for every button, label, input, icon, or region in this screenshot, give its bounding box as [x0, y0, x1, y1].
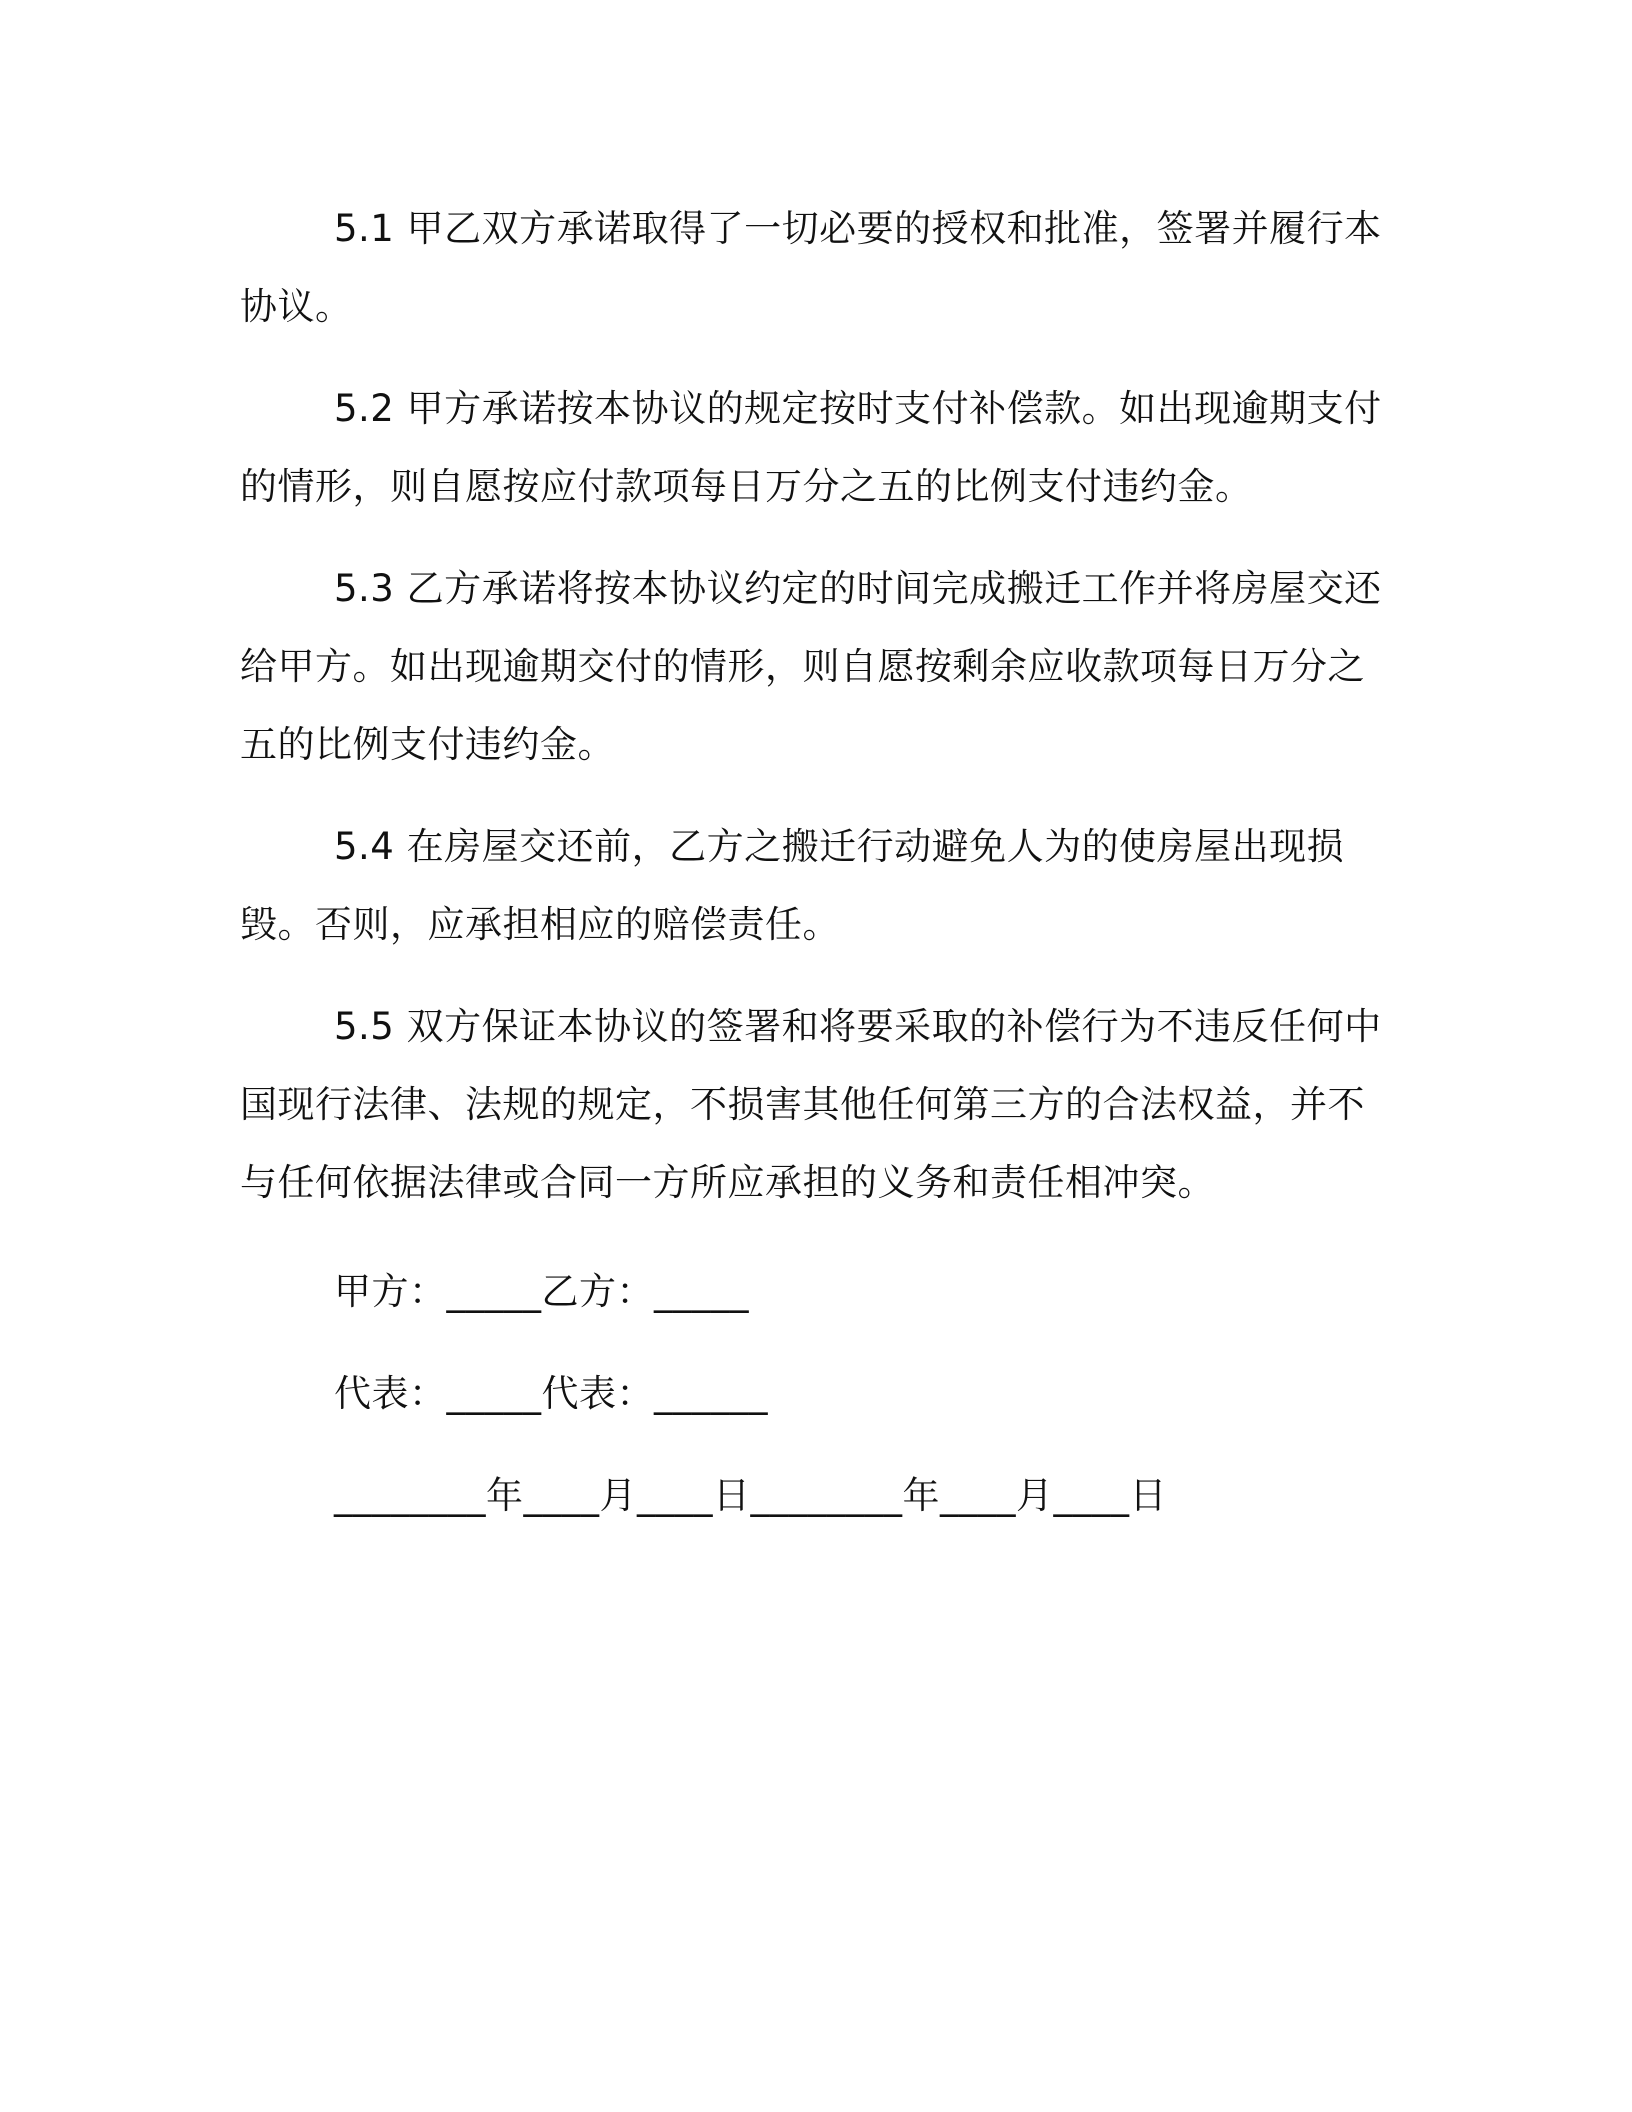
clause-5-4: 5.4 在房屋交还前，乙方之搬迁行动避免人为的使房屋出现损毁。否则，应承担相应的赔偿责任。 [240, 825, 1345, 946]
signature-dates-line: ________年____月____日________年____月____日 [334, 1474, 1167, 1517]
clause-5-5: 5.5 双方保证本协议的签署和将要采取的补偿行为不违反任何中国现行法律、法规的规定，不损害其他任何第三方的合法权益，并不与任何依据法律或合同一方所应承担的义务和责任相冲突。 [240, 1005, 1382, 1204]
document-body [240, 190, 1390, 1568]
signature-representatives-line: 代表：_____代表：______ [334, 1372, 768, 1415]
signature-block [240, 1262, 1390, 1526]
clause-5-2: 5.2 甲方承诺按本协议的规定按时支付补偿款。如出现逾期支付的情形，则自愿按应付款项每日万分之五的比例支付违约金。 [240, 387, 1382, 508]
clause-5-3: 5.3 乙方承诺将按本协议约定的时间完成搬迁工作并将房屋交还给甲方。如出现逾期交付的情形，则自愿按剩余应收款项每日万分之五的比例支付违约金。 [240, 567, 1382, 766]
clause-5-1: 5.1 甲乙双方承诺取得了一切必要的授权和批准，签署并履行本协议。 [240, 207, 1382, 328]
signature-parties-line: 甲方：_____乙方：_____ [334, 1270, 749, 1313]
